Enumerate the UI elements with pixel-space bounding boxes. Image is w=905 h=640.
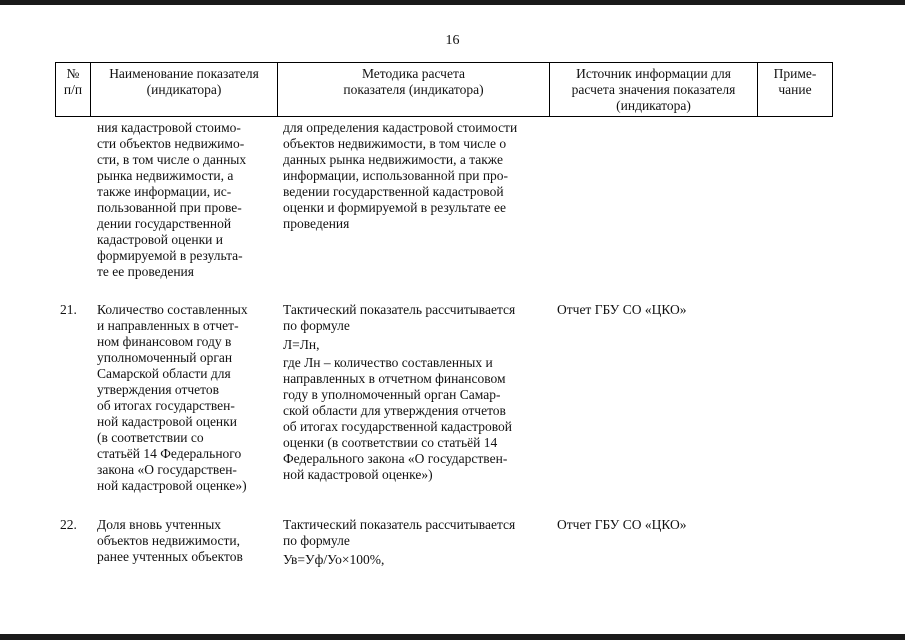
row-22-method (283, 517, 549, 568)
text-line: оценки и формируемой в результате ее (283, 200, 506, 215)
table-header (55, 62, 833, 117)
text-line: ной кадастровой оценки (97, 414, 237, 429)
row-22-name (97, 517, 271, 565)
text-line: информации, использованной при про- (283, 168, 509, 183)
text-line: по формуле (283, 318, 350, 333)
formula: Л=Лн, (283, 337, 320, 352)
header-note-line2: чание (778, 82, 812, 97)
header-source-line1: Источник информации для (576, 66, 731, 81)
row-21-name (97, 302, 271, 494)
text-line: рынка недвижимости, а (97, 168, 234, 183)
text-line: для определения кадастровой стоимости (283, 120, 518, 135)
text-line: утверждения отчетов (97, 382, 220, 397)
text-line: закона «О государствен- (97, 462, 237, 477)
text-line: (в соответствии со (97, 430, 204, 445)
text-line: проведения (283, 216, 350, 231)
text-line: об итогах государственной кадастровой (283, 419, 512, 434)
text-line: статьёй 14 Федерального (97, 446, 242, 461)
bottom-border-rule (0, 634, 905, 640)
header-method-line2: показателя (индикатора) (343, 82, 484, 97)
text-line: Тактический показатель рассчитывается (283, 517, 516, 532)
text-line: дении государственной (97, 216, 232, 231)
text-line: данных рынка недвижимости, а также (283, 152, 503, 167)
top-border-rule (0, 0, 905, 5)
text-line: ной кадастровой оценке») (97, 478, 247, 493)
text-line: объектов недвижимости, в том числе о (283, 136, 507, 151)
header-method (278, 63, 550, 117)
header-num (56, 63, 91, 117)
row-22-number: 22. (60, 517, 77, 532)
header-name-line1: Наименование показателя (109, 66, 259, 81)
row-continuation-method (283, 120, 549, 232)
text-line: ной кадастровой оценке») (283, 467, 433, 482)
header-source-line2: расчета значения показателя (571, 82, 736, 97)
header-source (550, 63, 758, 117)
text-line: сти объектов недвижимо- (97, 136, 245, 151)
text-line: направленных в отчетном финансовом (283, 371, 506, 386)
text-line: пользованной при прове- (97, 200, 242, 215)
text-line: Самарской области для (97, 366, 231, 381)
text-line: по формуле (283, 533, 350, 548)
text-line: оценки (в соответствии со статьёй 14 (283, 435, 498, 450)
text-line: ской области для утверждения отчетов (283, 403, 506, 418)
text-line: формируемой в результа- (97, 248, 243, 263)
text-line: где Лн – количество составленных и (283, 355, 493, 370)
text-line: ранее учтенных объектов (97, 549, 243, 564)
text-line: Тактический показатель рассчитывается (283, 302, 516, 317)
text-line: уполномоченный орган (97, 350, 233, 365)
text-line: ведении государственной кадастровой (283, 184, 504, 199)
text-line: те ее проведения (97, 264, 194, 279)
header-num-line1: № (66, 66, 80, 81)
row-21-number: 21. (60, 302, 77, 317)
row-continuation-name (97, 120, 271, 280)
text-line: кадастровой оценки и (97, 232, 223, 247)
text-line: ном финансовом году в (97, 334, 232, 349)
text-line: Количество составленных (97, 302, 248, 317)
text-line: Федерального закона «О государствен- (283, 451, 508, 466)
text-line: сти, в том числе о данных (97, 152, 247, 167)
text-line: Доля вновь учтенных (97, 517, 222, 532)
header-name-line2: (индикатора) (146, 82, 222, 97)
header-note-line1: Приме- (773, 66, 817, 81)
header-name (91, 63, 278, 117)
formula: Ув=Уф/Уо×100%, (283, 552, 385, 567)
row-21-source: Отчет ГБУ СО «ЦКО» (557, 302, 687, 317)
row-22-source: Отчет ГБУ СО «ЦКО» (557, 517, 687, 532)
text-line: году в уполномоченный орган Самар- (283, 387, 501, 402)
text-line: объектов недвижимости, (97, 533, 241, 548)
row-21-method (283, 302, 549, 483)
text-line: ния кадастровой стоимо- (97, 120, 241, 135)
header-source-line3: (индикатора) (616, 98, 691, 113)
text-line: и направленных в отчет- (97, 318, 239, 333)
text-line: об итогах государствен- (97, 398, 235, 413)
header-num-line2: п/п (63, 82, 83, 97)
page-number: 16 (445, 33, 460, 48)
text-line: также информации, ис- (97, 184, 232, 199)
header-method-line1: Методика расчета (361, 66, 466, 81)
header-note (758, 63, 833, 117)
